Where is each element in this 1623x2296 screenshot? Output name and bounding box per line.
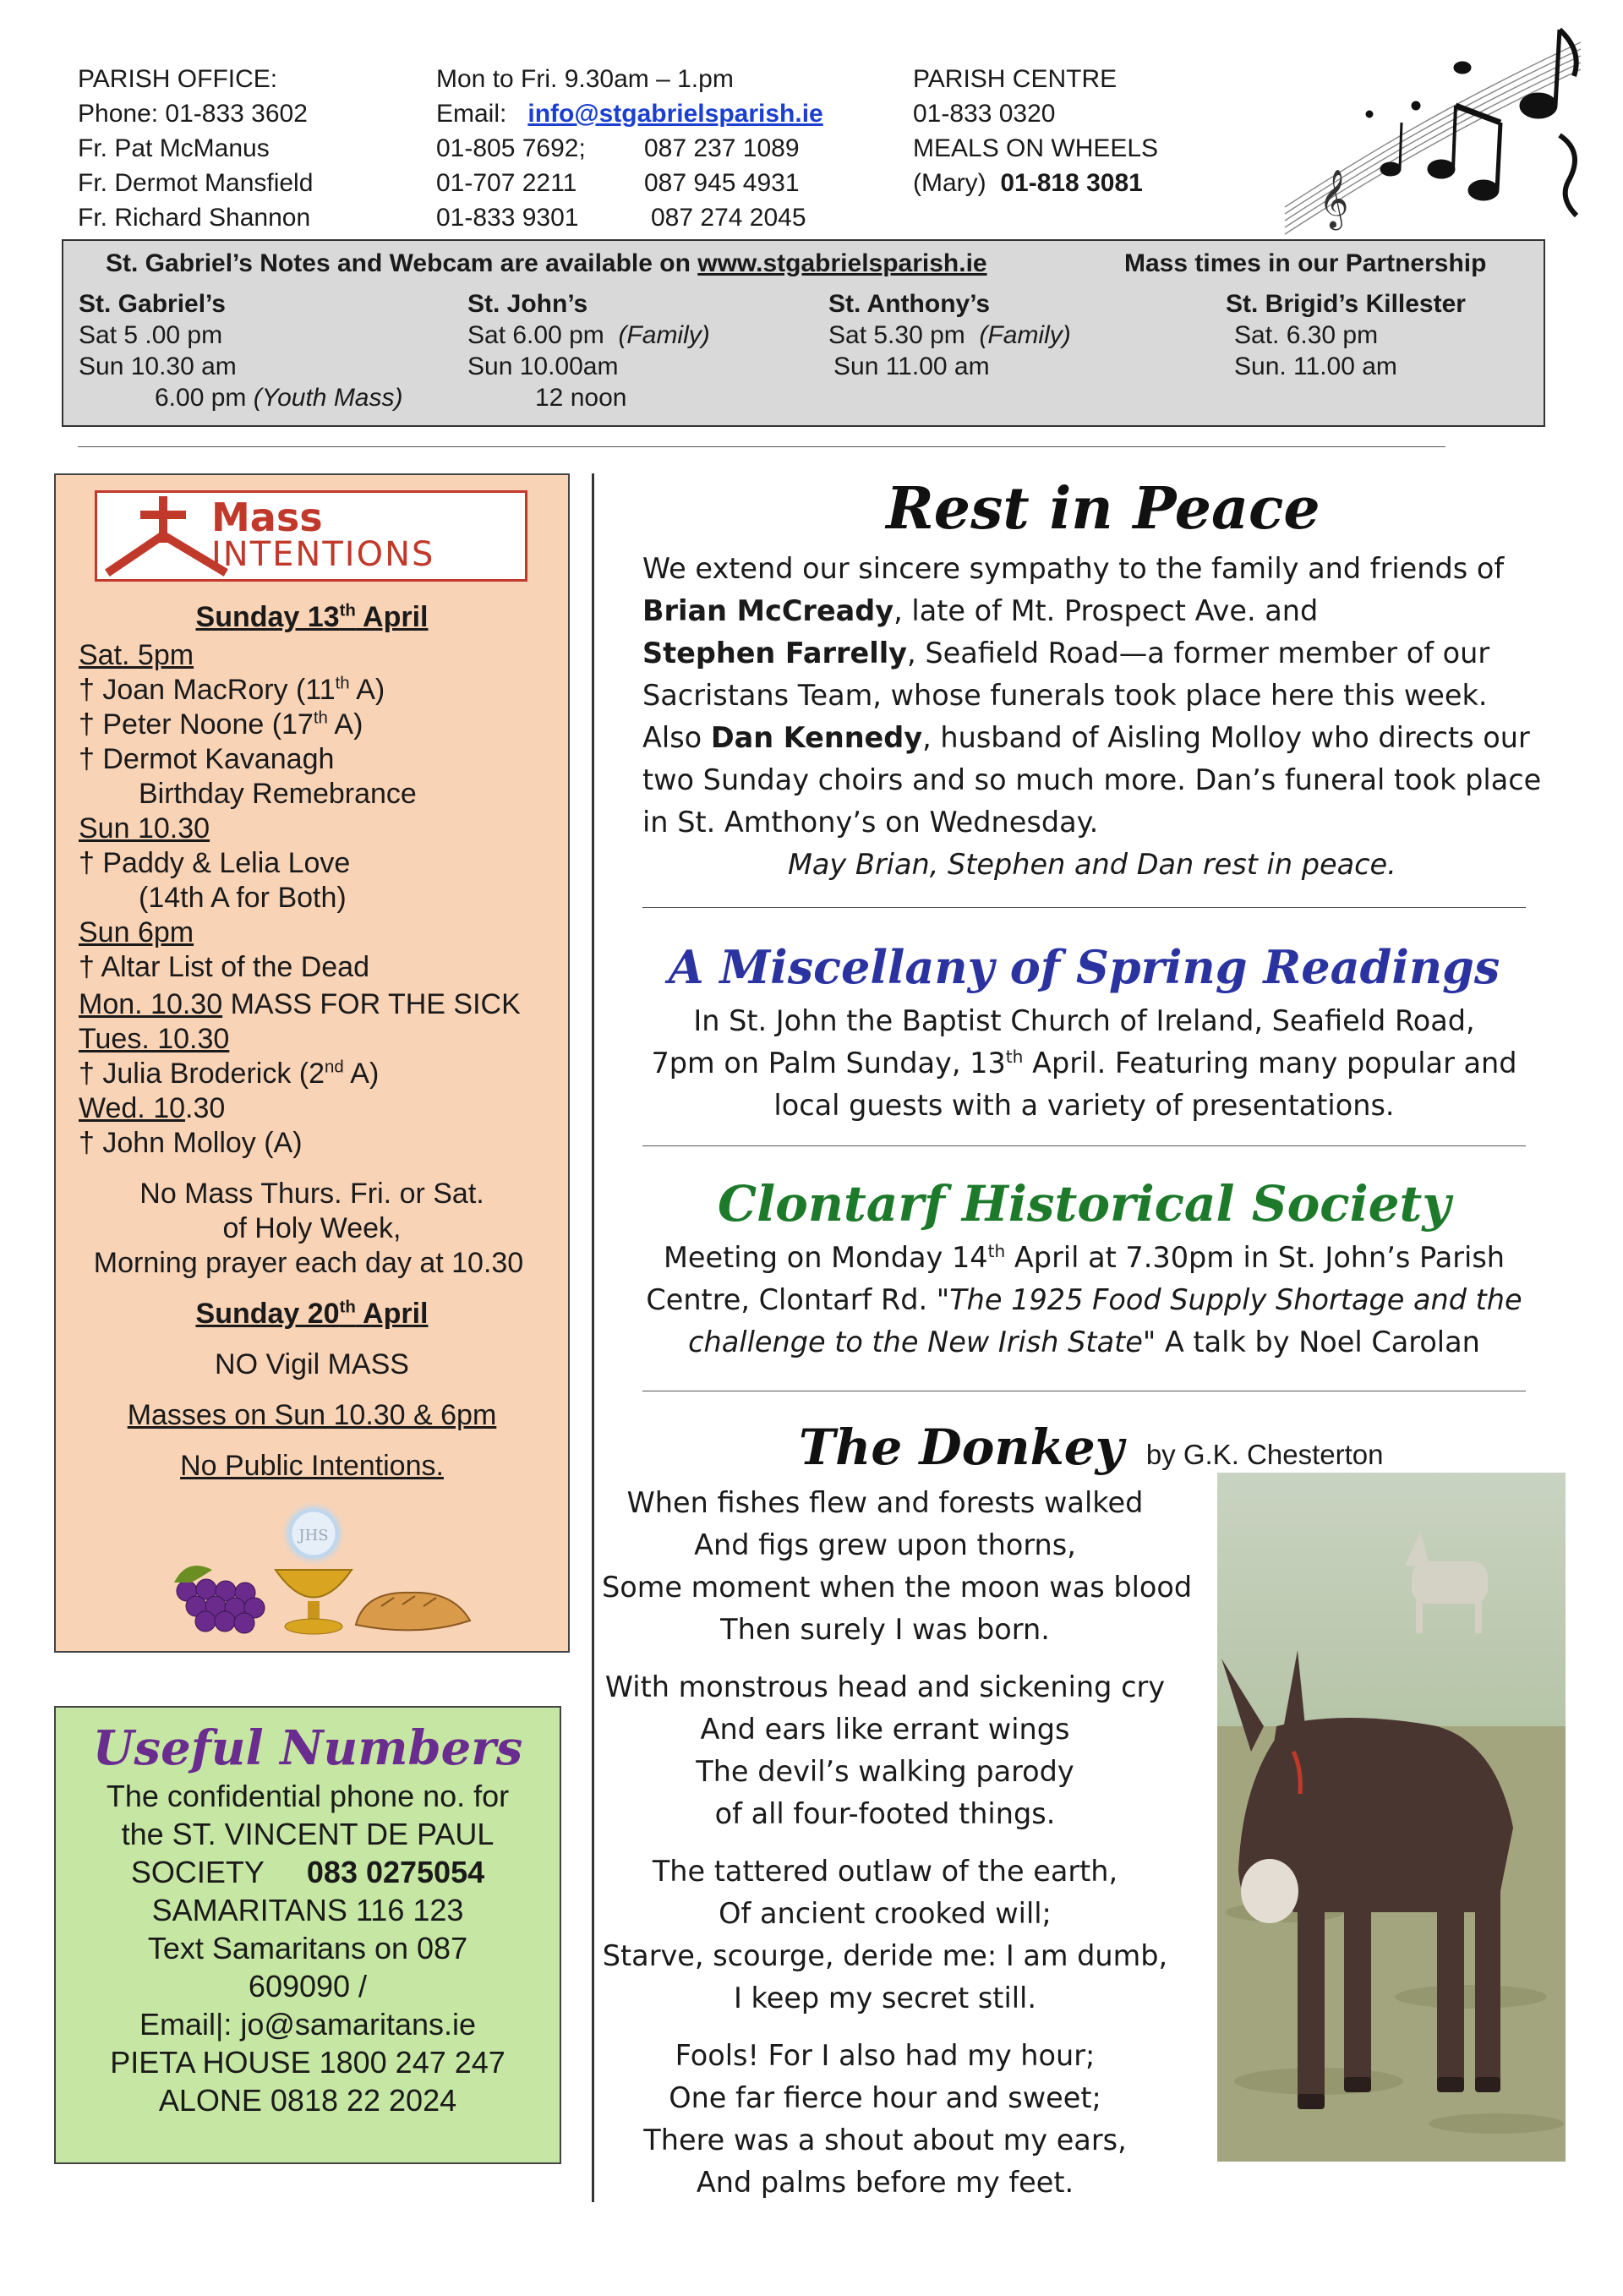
slot-wed-1030 [79,1091,225,1126]
historical-line-1 [642,1237,1526,1279]
header-priest-1: Fr. Pat McManus [78,134,270,162]
intention-julia-broderick [79,1057,379,1091]
poem-line: Then surely I was born. [720,1613,1050,1646]
section-divider [642,1145,1526,1146]
email-label: Email: [436,100,507,128]
historical-society-body [642,1237,1526,1364]
talk-title: challenge to the New Irish State" [688,1326,1156,1358]
rip-line-7: in St. Amthony’s on Wednesday. [642,806,1099,839]
priest-3-phone: 01-833 9301 [436,204,579,232]
slot-description: MASS FOR THE SICK [222,988,521,1020]
jhs-mark: JHS [298,1527,329,1544]
parish-centre-column [913,62,1158,200]
alone-phone: ALONE 0818 22 2024 [158,2083,457,2118]
donkey-title: The Donkey [799,1419,1124,1476]
webcam-line [106,248,987,279]
parish-st-anthonys [828,288,1183,382]
slot-sun-1030: Sun 10.30 [79,812,210,845]
historical-line-2 [642,1279,1526,1321]
sunday-13-heading [56,600,568,635]
mass-time: Sat 5 .00 pm [79,321,223,349]
intention-dermot-kavanagh: † Dermot Kavanagh [79,743,335,775]
priest-2-phone: 01-707 2211 [436,169,577,197]
parish-name: St. Gabriel’s [79,290,226,318]
parish-name: St. Brigid’s Killester [1226,290,1466,318]
mass-time: Sun 10.00am [467,353,619,380]
slot-sat-5pm: Sat. 5pm [79,639,194,671]
poem-line: One far fierce hour and sweet; [669,2081,1101,2114]
header-priest-2: Fr. Dermot Mansfield [78,169,314,197]
poem-line: And ears like errant wings [700,1713,1070,1746]
meals-contact-name: (Mary) [913,169,986,197]
office-hours: Mon to Fri. 9.30am – 1.pm [436,65,734,93]
slot-mon-1030 [79,987,521,1022]
mass-time-value: Sat 5.30 pm [828,321,965,349]
sunday-20-month: April [355,1298,429,1330]
webcam-text: St. Gabriel’s Notes and Webcam are available on [106,249,691,277]
parish-office-column [78,62,313,235]
samaritans-email: Email|: jo@samaritans.ie [139,2007,477,2042]
mass-time [467,320,822,351]
poem-line: And palms before my feet. [696,2166,1074,2199]
donkey-byline: by G.K. Chesterton [1145,1439,1384,1470]
historical-line-3 [642,1321,1526,1364]
parish-name: St. John’s [467,290,588,318]
meals-phone: 01-818 3081 [1000,169,1143,197]
poem-line: Starve, scourge, deride me: I am dumb, [602,1939,1168,1972]
no-vigil-mass: NO Vigil MASS [215,1348,409,1380]
intention-john-molloy: † John Molloy (A) [79,1127,303,1159]
svdp-label: SOCIETY [130,1855,265,1889]
mass-time [828,320,1183,351]
poem-line: Fools! For I also had my hour; [675,2039,1096,2072]
deceased-name: Dan Kennedy [710,721,923,754]
intention-birthday-note: Birthday Remebrance [139,778,417,810]
slot-sun-6pm: Sun 6pm [79,916,194,948]
samaritans-text-2: 609090 / [248,1969,368,2004]
mass-note: (Family) [618,321,710,349]
website-link[interactable]: www.stgabrielsparish.ie [697,249,987,277]
header-divider [78,446,1445,447]
spring-readings-body [642,1000,1526,1127]
useful-numbers-box [54,1706,561,2164]
poem-line: of all four-footed things. [714,1797,1056,1830]
rip-line-4: Sacristans Team, whose funerals took place here this week. [642,679,1488,712]
sunday-13-month: April [355,601,429,633]
intention-suffix: A) [349,674,385,706]
meals-contact [913,166,1158,200]
sunday-20-text: Sunday 20 [195,1298,340,1330]
intention-peter-noone [79,708,363,742]
priest-1-phone: 01-805 7692; [436,134,586,162]
poem-line: When fishes flew and forests walked [626,1486,1144,1519]
holy-week-note-2: of Holy Week, [222,1212,402,1244]
sunday-20-heading [56,1297,568,1331]
poem-line: The devil’s walking parody [696,1755,1074,1788]
mass-time: 12 noon [535,384,627,412]
ordinal-suffix: th [339,1298,356,1317]
column-divider [592,473,594,2202]
meals-on-wheels-label: MEALS ON WHEELS [913,134,1159,162]
ordinal-suffix: th [313,708,328,728]
chalice-grapes-bread-icon [140,1498,487,1642]
parish-centre-label: PARISH CENTRE [913,65,1118,93]
spring-line-2 [642,1042,1526,1085]
mass-time-value: Sat 6.00 pm [467,321,604,349]
intention-altar-list: † Altar List of the Dead [79,951,369,983]
parish-centre-phone: 01-833 0320 [913,100,1056,128]
rip-line-2 [642,590,1541,632]
poem-line: Of ancient crooked will; [719,1897,1052,1930]
poem-stanza-1 [602,1482,1193,1651]
ordinal-suffix: th [339,601,356,620]
rip-line-1: We extend our sincere sympathy to the family and friends of [642,552,1505,585]
donkey-heading [799,1413,1383,1481]
poem-stanza-2 [602,1666,1168,1835]
samaritans-text-1: Text Samaritans on 087 [147,1931,468,1965]
rest-in-peace-body [642,548,1541,886]
rip-closing: May Brian, Stephen and Dan rest in peace. [788,848,1396,881]
poem-stanza-3 [602,1850,1168,2020]
svdp-line-3 [56,1853,560,1891]
spring-line-3: local guests with a variety of presentations. [773,1089,1395,1122]
parish-st-johns [467,288,822,413]
rip-text: , late of Mt. Prospect Ave. and [893,594,1319,627]
holy-week-note-1: No Mass Thurs. Fri. or Sat. [139,1178,484,1210]
mass-intentions-logo [95,490,527,582]
priest-3-mobile: 087 274 2045 [651,204,806,232]
spring-readings-title: A Miscellany of Spring Readings [668,940,1500,994]
ordinal-suffix: th [1005,1046,1024,1067]
priest-2-mobile: 087 945 4931 [644,169,800,197]
rip-line-5 [642,717,1541,759]
mass-note: (Family) [979,321,1071,349]
intention-joan-macrory [79,673,385,708]
spring-text: April. Featuring many popular and [1023,1047,1517,1080]
intention-text: † Peter Noone (17 [79,708,314,741]
rip-text: , Seafield Road—a former member of our [907,637,1490,670]
music-notes-icon [1268,25,1589,241]
intention-text: † Joan MacRory (11 [79,674,336,706]
header-office-label: PARISH OFFICE: [78,65,278,93]
mass-time: Sat. 6.30 pm [1234,321,1379,349]
poem-line: Some moment when the moon was blood [602,1571,1193,1604]
intention-paddy-lelia-love: † Paddy & Lelia Love [79,847,351,879]
svdp-phone: 083 0275054 [306,1855,485,1889]
donkey-poem [602,1482,1193,2204]
rip-text: Also [642,721,711,754]
slot-time: Wed. 10 [79,1092,186,1124]
logo-intentions-word: INTENTIONS [211,535,435,574]
rest-in-peace-title: Rest in Peace [886,475,1320,543]
historical-text: A talk by Noel Carolan [1156,1326,1480,1358]
historical-text: Meeting on Monday 14 [663,1241,988,1274]
rip-line-3 [642,632,1541,675]
intention-suffix: A) [327,708,363,741]
mass-time: Sun. 11.00 am [1234,353,1397,380]
rip-text: , husband of Aisling Molloy who directs our [922,721,1530,754]
ordinal-suffix: th [987,1240,1006,1261]
mass-time [79,382,434,413]
priest-1-mobile: 087 237 1089 [644,134,800,162]
header-priest-3: Fr. Richard Shannon [78,204,311,232]
spring-line-1: In St. John the Baptist Church of Ireland, Seafield Road, [693,1004,1475,1037]
svdp-line-1: The confidential phone no. for [106,1779,510,1813]
historical-text: April at 7.30pm in St. John’s Parish [1005,1241,1506,1274]
parish-st-gabriels [79,288,434,413]
partnership-mass-times-box [62,239,1545,427]
samaritans-phone: SAMARITANS 116 123 [151,1893,464,1927]
historical-society-title: Clontarf Historical Society [717,1175,1451,1233]
svg-text:𝄞: 𝄞 [1319,169,1349,228]
deceased-name: Stephen Farrelly [642,637,908,670]
poem-line: I keep my secret still. [733,1982,1037,2014]
ordinal-suffix: th [335,674,350,693]
poem-line: The tattered outlaw of the earth, [652,1855,1118,1888]
header-office-phone: Phone: 01-833 3602 [78,100,308,128]
holy-week-note-3: Morning prayer each day at 10.30 [93,1247,524,1279]
no-public-intentions: No Public Intentions. [180,1450,444,1482]
mass-time-value: 6.00 pm [155,384,247,412]
parish-st-brigids [1226,288,1581,382]
mass-note: (Youth Mass) [253,384,403,412]
intention-suffix: A) [343,1058,380,1090]
poem-line: With monstrous head and sickening cry [604,1670,1166,1703]
slot-tues-1030: Tues. 10.30 [79,1023,230,1055]
donkey-photo [1217,1473,1566,2162]
logo-mass-word: Mass [211,495,323,540]
poem-stanza-4 [602,2035,1168,2204]
deceased-name: Brian McCready [642,594,894,627]
slot-time-rest: .30 [185,1092,226,1124]
rip-line-6: two Sunday choirs and so much more. Dan’s funeral took place [642,763,1542,796]
parish-name: St. Anthony’s [828,290,991,318]
mobile-column [644,131,806,235]
mass-time: Sun 11.00 am [833,353,990,380]
historical-text: Centre, Clontarf Rd. [646,1283,937,1316]
masses-on-sunday: Masses on Sun 10.30 & 6pm [127,1399,497,1431]
sunday-13-text: Sunday 13 [195,601,340,633]
email-row [436,96,823,131]
useful-numbers-title: Useful Numbers [92,1720,523,1776]
slot-time: Mon. 10.30 [79,988,223,1020]
partnership-heading: Mass times in our Partnership [1124,249,1487,277]
pieta-house-phone: PIETA HOUSE 1800 247 247 [110,2045,505,2080]
svdp-line-2: the ST. VINCENT DE PAUL [121,1817,495,1851]
poem-line: And figs grew upon thorns, [694,1528,1076,1561]
spring-text: 7pm on Palm Sunday, 13 [651,1047,1006,1080]
poem-line: There was a shout about my ears, [643,2124,1127,2157]
section-divider [642,907,1526,908]
talk-title: "The 1925 Food Supply Shortage and the [936,1283,1522,1316]
intention-text: † Julia Broderick (2 [79,1058,325,1090]
mass-intentions-box [54,473,570,1653]
ordinal-suffix: nd [325,1058,344,1077]
email-link[interactable]: info@stgabrielsparish.ie [527,100,823,128]
intention-anniversary-note: (14th A for Both) [139,882,347,914]
mass-time: Sun 10.30 am [79,353,237,380]
